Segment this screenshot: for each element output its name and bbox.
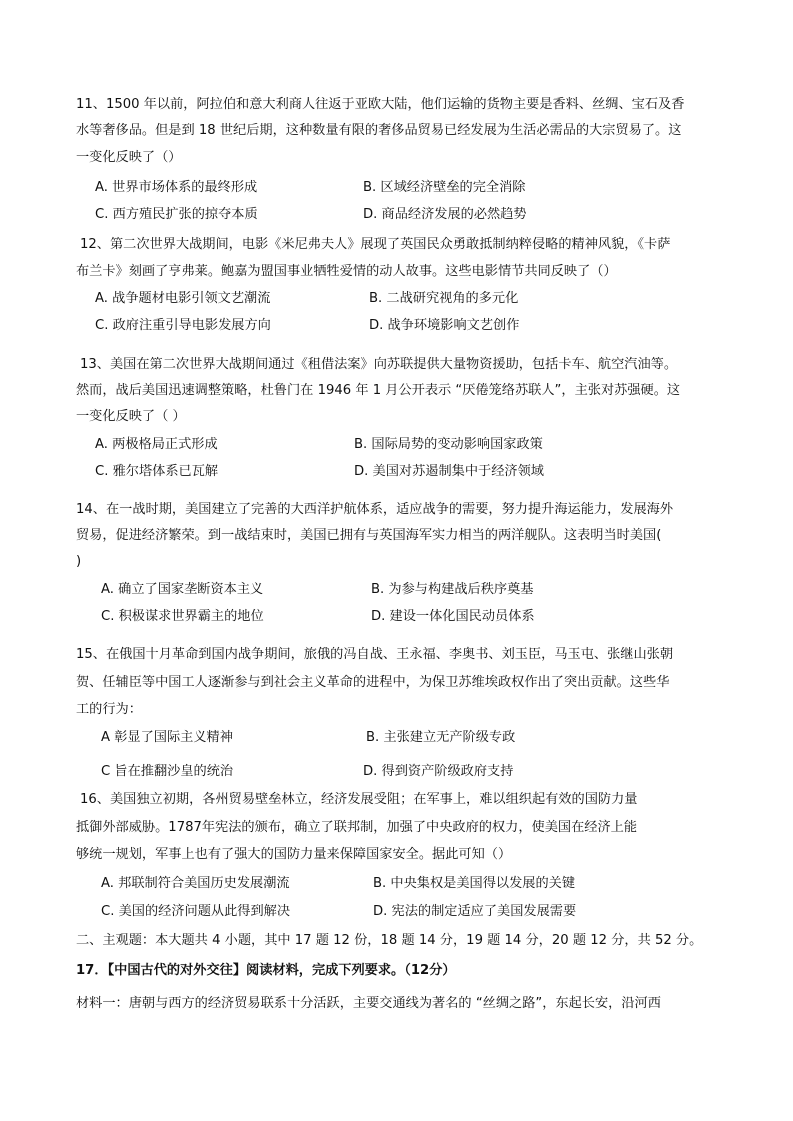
question-15-option-d[interactable]: D. 得到资产阶级政府支持 <box>363 764 514 779</box>
question-12-line-2: 布兰卡》刻画了亨弗莱。鲍嘉为盟国事业牺牲爱情的动人故事。这些电影情节共同反映了（） <box>76 264 617 279</box>
question-15-line-2: 贺、任辅臣等中国工人逐渐参与到社会主义革命的进程中，为保卫苏维埃政权作出了突出贡献。这些华 <box>76 675 670 690</box>
question-17-title: 17．【中国古代的对外交往】阅读材料，完成下列要求。（12分） <box>76 963 456 978</box>
question-16-line-1: 16、美国独立初期，各州贸易壁垒林立，经济发展受阻；在军事上，难以组织起有效的国防力量 <box>80 792 638 807</box>
question-16-option-c[interactable]: C. 美国的经济问题从此得到解决 <box>101 904 291 919</box>
question-14-option-d[interactable]: D. 建设一体化国民动员体系 <box>371 609 535 624</box>
question-15-option-b[interactable]: B. 主张建立无产阶级专政 <box>366 730 516 745</box>
question-13-line-3: 一变化反映了（ ） <box>76 409 186 424</box>
question-11-line-3: 一变化反映了（） <box>76 150 182 165</box>
question-16-option-b[interactable]: B. 中央集权是美国得以发展的关键 <box>373 876 576 891</box>
question-15-option-a[interactable]: A 彰显了国际主义精神 <box>101 730 233 745</box>
question-14-option-c[interactable]: C. 积极谋求世界霸主的地位 <box>101 609 264 624</box>
question-16-option-d[interactable]: D. 宪法的制定适应了美国发展需要 <box>373 904 577 919</box>
question-16-line-2: 抵御外部威胁。1787年宪法的颁布，确立了联邦制，加强了中央政府的权力，使美国在经济上能 <box>76 820 638 835</box>
question-11-option-b[interactable]: B. 区域经济壁垒的完全消除 <box>363 180 526 195</box>
question-15-option-c[interactable]: C 旨在推翻沙皇的统治 <box>101 764 234 779</box>
question-11-line-1: 11、1500 年以前，阿拉伯和意大利商人往返于亚欧大陆，他们运输的货物主要是香料、丝绸、宝石及香 <box>76 97 685 112</box>
question-14-line-2: 贸易，促进经济繁荣。到一战结束时，美国已拥有与英国海军实力相当的两洋舰队。这表明当时美国( <box>76 528 662 543</box>
question-14-option-a[interactable]: A. 确立了国家垄断资本主义 <box>101 582 264 597</box>
question-11-option-d[interactable]: D. 商品经济发展的必然趋势 <box>363 207 527 222</box>
question-13-option-a[interactable]: A. 两极格局正式形成 <box>95 437 218 452</box>
question-11-option-a[interactable]: A. 世界市场体系的最终形成 <box>95 180 258 195</box>
question-15-line-3: 工的行为： <box>76 702 142 717</box>
question-13-option-d[interactable]: D. 美国对苏遏制集中于经济领域 <box>354 464 544 479</box>
section-2-heading: 二、主观题：本大题共 4 小题，其中 17 题 12 份，18 题 14 分，19 题 14 分，20 题 12 分，共 52 分。 <box>76 933 703 948</box>
question-11-line-2: 水等奢侈品。但是到 18 世纪后期，这种数量有限的奢侈品贸易已经发展为生活必需品的大宗贸易了。这 <box>76 123 682 138</box>
question-15-line-1: 15、在俄国十月革命到国内战争期间，旅俄的冯自战、王永福、李奥书、刘玉臣，马玉屯、张继山张朝 <box>76 647 674 662</box>
question-16-line-3: 够统一规划，军事上也有了强大的国防力量来保障国家安全。据此可知（） <box>76 847 512 862</box>
question-14-option-b[interactable]: B. 为参与构建战后秩序奠基 <box>371 582 534 597</box>
question-12-option-d[interactable]: D. 战争环境影响文艺创作 <box>369 318 520 333</box>
question-14-line-1: 14、在一战时期，美国建立了完善的大西洋护航体系，适应战争的需要，努力提升海运能力，发展海外 <box>76 502 674 517</box>
question-11-option-c[interactable]: C. 西方殖民扩张的掠夺本质 <box>95 207 258 222</box>
question-13-option-c[interactable]: C. 雅尔塔体系已瓦解 <box>95 464 219 479</box>
question-13-line-2: 然而，战后美国迅速调整策略，杜鲁门在 1946 年 1 月公开表示 “厌倦笼络苏联人”，主张对苏强硬。这 <box>76 383 681 398</box>
question-14-line-3: ) <box>76 554 82 569</box>
question-12-line-1: 12、第二次世界大战期间，电影《米尼弗夫人》展现了英国民众勇敢抵制纳粹侵略的精神风貌，《卡萨 <box>80 237 671 252</box>
question-16-option-a[interactable]: A. 邦联制符合美国历史发展潮流 <box>101 876 290 891</box>
question-13-line-1: 13、美国在第二次世界大战期间通过《租借法案》向苏联提供大量物资援助，包括卡车、航空汽油等。 <box>80 357 678 372</box>
question-17-material-1: 材料一：唐朝与西方的经济贸易联系十分活跃，主要交通线为著名的 “丝绸之路”，东起长安，沿河西 <box>76 996 661 1011</box>
question-13-option-b[interactable]: B. 国际局势的变动影响国家政策 <box>354 437 543 452</box>
question-12-option-c[interactable]: C. 政府注重引导电影发展方向 <box>95 318 271 333</box>
question-12-option-a[interactable]: A. 战争题材电影引领文艺潮流 <box>95 291 271 306</box>
question-12-option-b[interactable]: B. 二战研究视角的多元化 <box>369 291 519 306</box>
